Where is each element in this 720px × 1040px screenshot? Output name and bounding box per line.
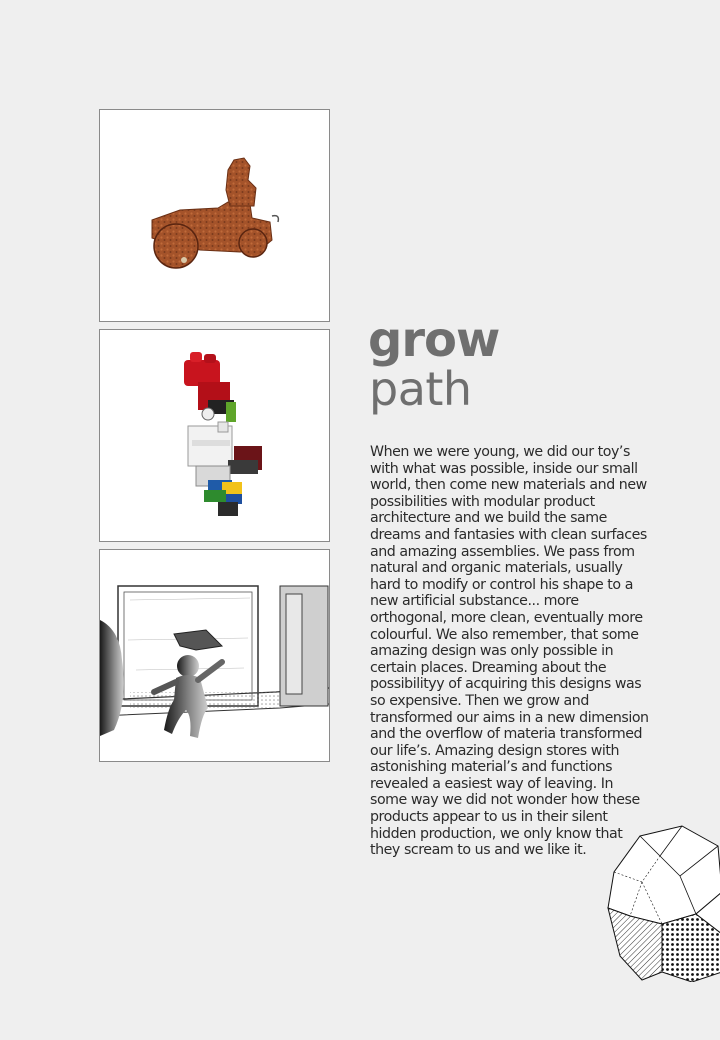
wooden-tractor-image [100, 110, 329, 321]
title-grow: grow [368, 312, 500, 368]
tractor-photo [99, 109, 330, 322]
title-path: path [369, 362, 472, 416]
sketch-image [100, 550, 329, 761]
polyhedron-icon [600, 822, 720, 982]
lego-photo [99, 329, 330, 542]
sketch-photo [99, 549, 330, 762]
article-body: When we were young, we did our toy’s with what was possible, inside our small world, then come new materials and new possibilities with modular product architecture and we build the same dreams and fantasies with clean surfaces and amazing assemblies. We pass from natural and organic materials, usually hard to modify or control his shape to a new artificial substance... more orthogonal, more clean, eventually more colourful. We also remember, that some amazing design was only possible in certain places. Dreaming about the possibilityy of acquiring this designs was so expensive. Then we grow and transformed our aims in a new dimension and the overflow of materia transformed our life’s. Amazing design stores with astonishing material’s and functions revealed a easiest way of leaving. In some way we did not wonder how these products appear to us in their silent hidden production, we only know that they scream to us and we like it. [370, 444, 649, 859]
lego-figure-image [100, 330, 329, 541]
